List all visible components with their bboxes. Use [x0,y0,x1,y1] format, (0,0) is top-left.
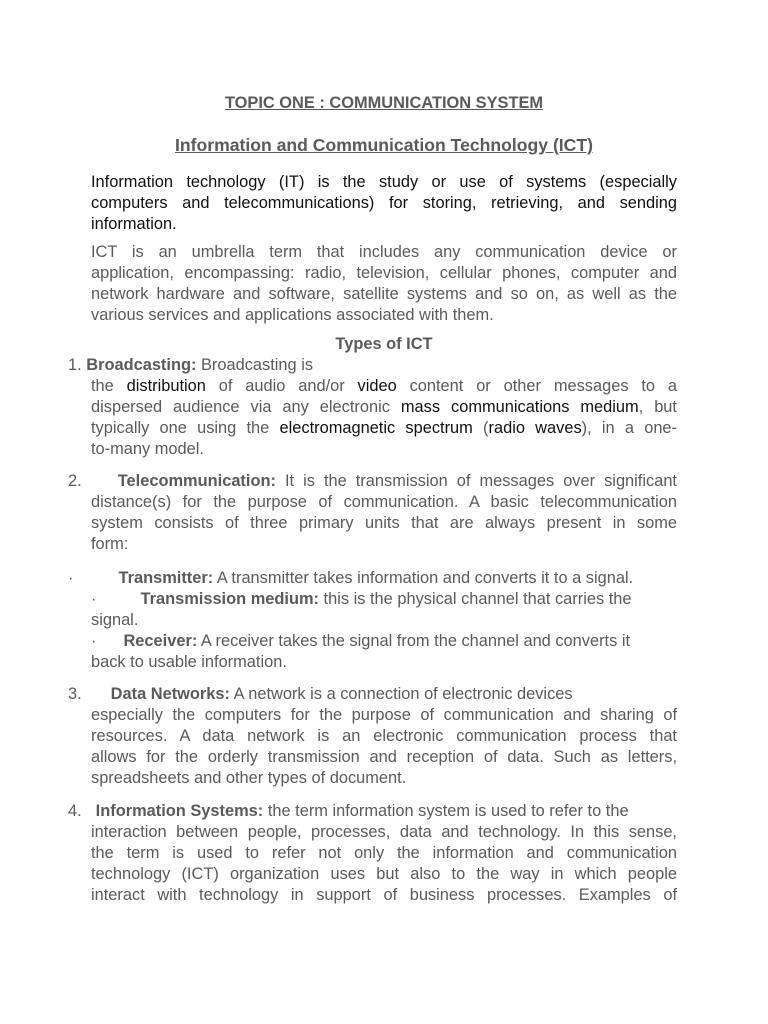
para2-line3: network hardware and software, satellite systems and so on, as well as the [91,285,677,303]
item1-line3-text-a: dispersed audience via any electronic [91,398,401,416]
bullet-transmission-medium-cont: signal. [91,611,139,629]
para1-line2: computers and telecommunications) for storing, retrieving, and sending [91,194,677,212]
bullet-dot: · [68,569,74,587]
item4-term: Information Systems: [95,802,264,820]
item2-line3: system consists of three primary units that are always present in some [91,514,677,532]
item3-term: Data Networks: [110,685,230,703]
item1-line5: to-many model. [91,440,204,458]
item1-line4-text-b: ( [472,419,489,437]
link-distribution[interactable]: distribution [126,377,206,395]
item3-line2: especially the computers for the purpose of communication and sharing of [91,706,677,724]
item4-number: 4. [68,802,82,820]
item3-line3: resources. A data network is an electronic communication process that [91,727,677,745]
item1-line3-text-b: , but [638,398,677,416]
item3-line4: allows for the orderly transmission and reception of data. Such as letters, [91,748,677,766]
item1-line2-text-b: of audio and/or [205,377,358,395]
item4-line4: technology (ICT) organization uses but also to the way in which people [91,865,677,883]
para2-line1: ICT is an umbrella term that includes any communication device or [91,243,677,261]
bullet-transmitter [68,568,633,589]
item4-line3: the term is used to refer not only the information and communication [91,844,677,862]
bullet-text: this is the physical channel that carries the [319,590,632,608]
link-electromagnetic-spectrum[interactable]: electromagnetic spectrum [279,419,473,437]
item1-line1 [68,355,313,376]
item1-line2-text-a: the [91,377,127,395]
item3-line1 [68,684,573,705]
item2-line4: form: [91,535,129,553]
section-heading: Information and Communication Technology (ICT) [175,135,593,155]
link-radio-waves[interactable]: radio waves [488,419,582,437]
bullet-dot: · [91,632,97,650]
bullet-term: Transmission medium: [140,590,319,608]
item2-line2: distance(s) for the purpose of communication. A basic telecommunication [91,493,677,511]
para1-line1: Information technology (IT) is the study or use of systems (especially [91,173,677,191]
bullet-transmission-medium [91,589,677,610]
bullet-text: A transmitter takes information and converts it to a signal. [213,569,634,587]
bullet-term: Transmitter: [118,569,214,587]
item3-text: A network is a connection of electronic devices [230,685,573,703]
bullet-dot: · [91,590,97,608]
item1-term: Broadcasting: [86,356,197,374]
item1-line3 [91,397,677,418]
types-heading: Types of ICT [335,335,433,353]
item1-line2-text-c: content or other messages to a [396,377,677,395]
item3-number: 3. [68,685,82,703]
page-title: TOPIC ONE : COMMUNICATION SYSTEM [224,94,544,112]
bullet-term: Receiver: [123,632,198,650]
item4-text: the term information system is used to refer to the [263,802,629,820]
bullet-receiver-cont: back to usable information. [91,653,287,671]
link-mass-communications-medium[interactable]: mass communications medium [400,398,639,416]
item2-term: Telecommunication: [117,472,276,490]
bullet-receiver [91,631,677,652]
item4-line2: interaction between people, processes, data and technology. In this sense, [91,823,677,841]
item1-line4-text-c: ), in a one- [581,419,678,437]
item1-line4 [91,418,677,439]
link-video[interactable]: video [357,377,397,395]
item2-line1 [68,471,677,492]
item2-number: 2. [68,472,82,490]
item3-line5: spreadsheets and other types of document. [91,769,407,787]
bullet-text: A receiver takes the signal from the channel and converts it [197,632,631,650]
item1-line4-text-a: typically one using the [91,419,280,437]
item1-line2 [91,376,677,397]
para2-line4: various services and applications associated with them. [91,306,494,324]
item2-text: It is the transmission of messages over significant [275,472,677,490]
item1-number: 1. [68,356,82,374]
para1-line3: information. [91,215,177,233]
para2-line2: application, encompassing: radio, television, cellular phones, computer and [91,264,677,282]
item4-line5: interact with technology in support of business processes. Examples of [91,886,677,904]
item1-text: Broadcasting is [196,356,314,374]
item4-line1 [68,801,629,822]
